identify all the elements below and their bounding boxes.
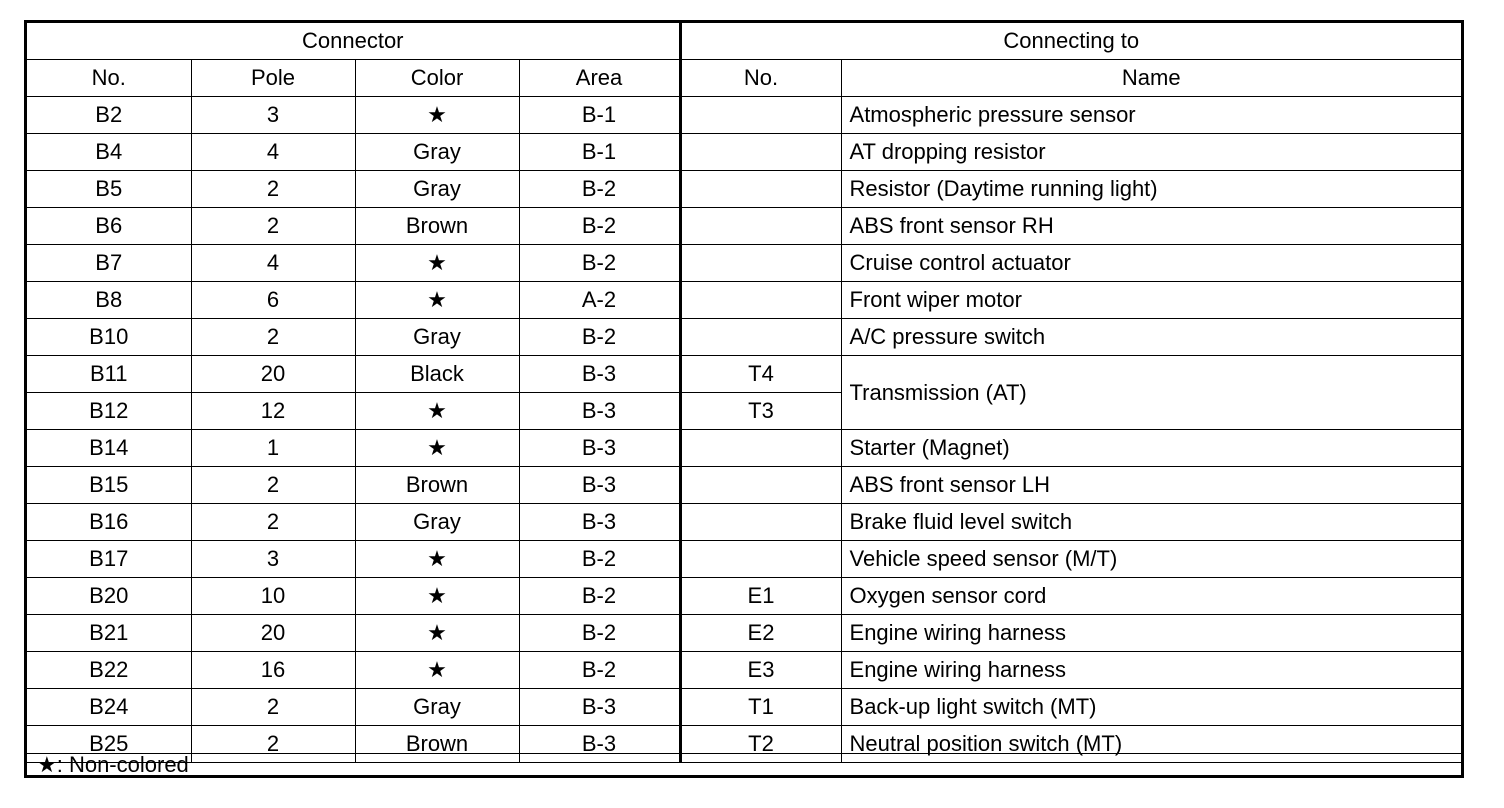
cell-area: B-3	[519, 689, 680, 726]
table-row	[27, 171, 1461, 208]
table-row	[27, 208, 1461, 245]
cell-area: A-2	[519, 282, 680, 319]
table-row	[27, 467, 1461, 504]
cell-connector-no: B14	[27, 430, 191, 467]
cell-pole: 6	[191, 282, 355, 319]
cell-pole: 20	[191, 615, 355, 652]
table-row	[27, 689, 1461, 726]
cell-connector-no: B20	[27, 578, 191, 615]
cell-pole: 2	[191, 208, 355, 245]
cell-name: Front wiper motor	[841, 282, 1461, 319]
cell-connector-no: B8	[27, 282, 191, 319]
cell-pole: 10	[191, 578, 355, 615]
cell-area: B-2	[519, 171, 680, 208]
cell-connector-no: B15	[27, 467, 191, 504]
cell-area: B-2	[519, 319, 680, 356]
cell-name: Starter (Magnet)	[841, 430, 1461, 467]
cell-connecting-no: T1	[680, 689, 841, 726]
cell-area: B-2	[519, 208, 680, 245]
column-header-row	[27, 60, 1461, 97]
cell-name: Brake fluid level switch	[841, 504, 1461, 541]
cell-connector-no: B25	[27, 726, 191, 763]
cell-name: ABS front sensor LH	[841, 467, 1461, 504]
cell-connecting-no: T3	[680, 393, 841, 430]
cell-color: ★	[355, 282, 519, 319]
cell-connecting-no	[680, 171, 841, 208]
cell-name: Back-up light switch (MT)	[841, 689, 1461, 726]
cell-name: Resistor (Daytime running light)	[841, 171, 1461, 208]
connector-table-frame	[24, 20, 1464, 778]
col-header-pole: Pole	[191, 60, 355, 97]
cell-connecting-no	[680, 467, 841, 504]
cell-connecting-no	[680, 541, 841, 578]
table-row	[27, 356, 1461, 393]
cell-pole: 20	[191, 356, 355, 393]
cell-connecting-no	[680, 245, 841, 282]
cell-connecting-no: T4	[680, 356, 841, 393]
table-row	[27, 504, 1461, 541]
cell-connector-no: B2	[27, 97, 191, 134]
cell-pole: 2	[191, 689, 355, 726]
cell-connecting-no	[680, 504, 841, 541]
cell-pole: 2	[191, 467, 355, 504]
group-header-row	[27, 23, 1461, 60]
table-row	[27, 319, 1461, 356]
cell-connecting-no	[680, 208, 841, 245]
cell-area: B-2	[519, 615, 680, 652]
cell-connecting-no	[680, 430, 841, 467]
connector-group-header: Connector	[27, 23, 680, 60]
cell-connector-no: B21	[27, 615, 191, 652]
cell-connecting-no: E3	[680, 652, 841, 689]
table-row	[27, 282, 1461, 319]
table-row	[27, 97, 1461, 134]
cell-color: Brown	[355, 726, 519, 763]
connecting-to-group-header: Connecting to	[680, 23, 1461, 60]
cell-pole: 12	[191, 393, 355, 430]
table-row	[27, 430, 1461, 467]
col-header-color: Color	[355, 60, 519, 97]
cell-connector-no: B5	[27, 171, 191, 208]
col-header-name: Name	[841, 60, 1461, 97]
cell-connecting-no: T2	[680, 726, 841, 763]
cell-pole: 2	[191, 504, 355, 541]
cell-connector-no: B17	[27, 541, 191, 578]
cell-connector-no: B7	[27, 245, 191, 282]
cell-name: Transmission (AT)	[841, 356, 1461, 430]
cell-connector-no: B24	[27, 689, 191, 726]
col-header-no: No.	[27, 60, 191, 97]
cell-area: B-3	[519, 393, 680, 430]
cell-color: ★	[355, 430, 519, 467]
cell-name: Oxygen sensor cord	[841, 578, 1461, 615]
cell-area: B-3	[519, 504, 680, 541]
cell-color: Black	[355, 356, 519, 393]
table-row	[27, 578, 1461, 615]
cell-color: Brown	[355, 467, 519, 504]
cell-color: ★	[355, 97, 519, 134]
cell-name: Vehicle speed sensor (M/T)	[841, 541, 1461, 578]
cell-pole: 2	[191, 171, 355, 208]
cell-pole: 4	[191, 134, 355, 171]
cell-connector-no: B10	[27, 319, 191, 356]
cell-area: B-2	[519, 541, 680, 578]
cell-area: B-3	[519, 430, 680, 467]
cell-area: B-2	[519, 578, 680, 615]
cell-color: ★	[355, 652, 519, 689]
cell-area: B-3	[519, 356, 680, 393]
cell-color: ★	[355, 393, 519, 430]
cell-area: B-2	[519, 652, 680, 689]
cell-area: B-3	[519, 467, 680, 504]
table-row	[27, 615, 1461, 652]
cell-name: A/C pressure switch	[841, 319, 1461, 356]
table-row	[27, 245, 1461, 282]
cell-color: Gray	[355, 504, 519, 541]
cell-connector-no: B4	[27, 134, 191, 171]
cell-pole: 2	[191, 726, 355, 763]
table-row	[27, 541, 1461, 578]
cell-pole: 3	[191, 541, 355, 578]
cell-name: ABS front sensor RH	[841, 208, 1461, 245]
cell-color: Gray	[355, 319, 519, 356]
cell-pole: 16	[191, 652, 355, 689]
cell-name: AT dropping resistor	[841, 134, 1461, 171]
cell-connecting-no	[680, 319, 841, 356]
cell-connector-no: B16	[27, 504, 191, 541]
cell-connector-no: B6	[27, 208, 191, 245]
cell-connecting-no	[680, 282, 841, 319]
cell-color: ★	[355, 245, 519, 282]
cell-color: Gray	[355, 134, 519, 171]
cell-name: Neutral position switch (MT)	[841, 726, 1461, 763]
cell-pole: 4	[191, 245, 355, 282]
table-row	[27, 652, 1461, 689]
cell-connector-no: B12	[27, 393, 191, 430]
cell-name: Engine wiring harness	[841, 652, 1461, 689]
col-header-conn-no: No.	[680, 60, 841, 97]
cell-name: Atmospheric pressure sensor	[841, 97, 1461, 134]
col-header-area: Area	[519, 60, 680, 97]
cell-color: ★	[355, 615, 519, 652]
cell-pole: 3	[191, 97, 355, 134]
cell-color: ★	[355, 541, 519, 578]
cell-connector-no: B11	[27, 356, 191, 393]
cell-connecting-no: E2	[680, 615, 841, 652]
connector-table	[27, 23, 1461, 763]
cell-area: B-2	[519, 245, 680, 282]
cell-color: Brown	[355, 208, 519, 245]
cell-color: Gray	[355, 171, 519, 208]
cell-color: ★	[355, 578, 519, 615]
footnote-non-colored: ★: Non-colored	[27, 753, 1461, 775]
cell-name: Cruise control actuator	[841, 245, 1461, 282]
cell-pole: 2	[191, 319, 355, 356]
cell-connecting-no	[680, 134, 841, 171]
cell-area: B-3	[519, 726, 680, 763]
cell-connector-no: B22	[27, 652, 191, 689]
cell-name: Engine wiring harness	[841, 615, 1461, 652]
cell-connecting-no: E1	[680, 578, 841, 615]
cell-area: B-1	[519, 97, 680, 134]
cell-pole: 1	[191, 430, 355, 467]
cell-area: B-1	[519, 134, 680, 171]
cell-connecting-no	[680, 97, 841, 134]
table-row	[27, 134, 1461, 171]
cell-color: Gray	[355, 689, 519, 726]
